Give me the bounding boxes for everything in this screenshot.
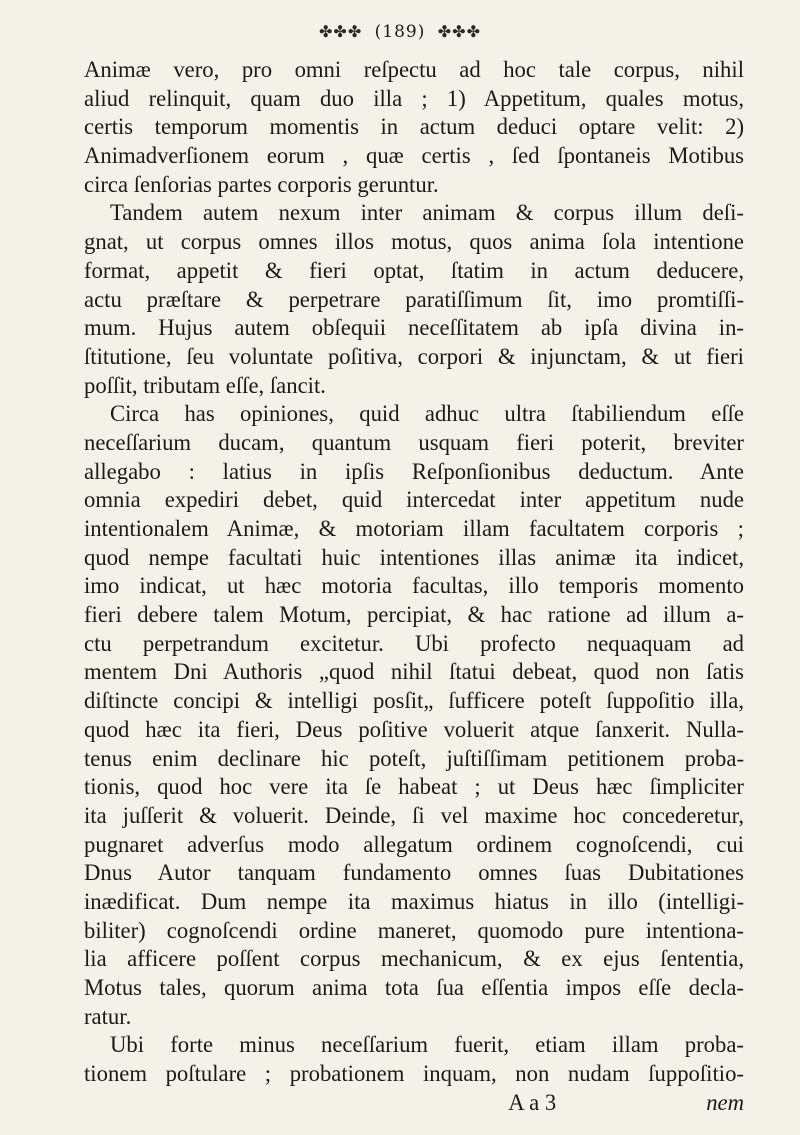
text-line: circa ſenſorias partes corporis geruntur.	[84, 171, 439, 197]
text-line: omnia expediri debet, quid intercedat inter appetitum nude	[84, 487, 744, 513]
text-line: format, appetit & fieri optat, ſtatim in actum deducere,	[84, 257, 744, 283]
text-line: Dnus Autor tanquam fundamento omnes ſuas Dubitationes	[84, 860, 744, 886]
text-line: Circa has opiniones, quid adhuc ultra ſtabiliendum eſſe	[110, 401, 744, 427]
text-line: Animadverſionem eorum , quæ certis , ſed ſpontaneis Motibus	[84, 143, 744, 169]
text-line: lia afficere poſſent corpus mechanicum, & ex ejus ſententia,	[84, 946, 744, 972]
text-line: neceſſarium ducam, quantum usquam fieri poterit, breviter	[84, 429, 744, 455]
text-line: ctu perpetrandum excitetur. Ubi profecto nequaquam ad	[84, 630, 744, 656]
ornament-left-icon: ✤✤✤	[319, 22, 363, 41]
signature-mark: A a 3	[508, 1089, 557, 1115]
page-header	[0, 22, 800, 42]
body-text	[84, 56, 744, 1117]
text-line: tionem poſtulare ; probationem inquam, non nudam ſuppoſitio-	[84, 1061, 744, 1087]
text-line: mentem Dni Authoris „quod nihil ſtatui debeat, quod non ſatis	[84, 659, 744, 685]
text-line: Tandem autem nexum inter animam & corpus illum deſi-	[110, 200, 744, 226]
text-line: diſtincte concipi & intelligi posſit„ ſufficere poteſt ſuppoſitio illa,	[84, 688, 744, 714]
text-line: imo indicat, ut hæc motoria facultas, illo temporis momento	[84, 573, 744, 599]
text-line: mum. Hujus autem obſequii neceſſitatem ab ipſa divina in-	[84, 315, 744, 341]
text-line: pugnaret adverſus modo allegatum ordinem cognoſcendi, cui	[84, 831, 744, 857]
text-line: allegabo : latius in ipſis Reſponſionibus deductum. Ante	[84, 458, 744, 484]
text-line: actu præſtare & perpetrare paratiſſimum ſit, imo promtiſſi-	[84, 286, 744, 312]
text-line: intentionalem Animæ, & motoriam illam facultatem corporis ;	[84, 516, 744, 541]
text-line: poſſit, tributam eſſe, ſancit.	[84, 372, 326, 398]
text-line: fieri debere talem Motum, percipiat, & hac ratione ad illum a-	[84, 602, 744, 628]
text-line: certis temporum momentis in actum deduci optare velit: 2)	[84, 114, 744, 140]
text-line: Motus tales, quorum anima tota ſua eſſentia impos eſſe decla-	[84, 975, 744, 1000]
text-line: ratur.	[84, 1003, 132, 1029]
text-line: tionis, quod hoc vere ita ſe habeat ; ut Deus hæc ſimpliciter	[84, 774, 744, 800]
text-line: biliter) cognoſcendi ordine maneret, quomodo pure intentiona-	[84, 917, 744, 943]
text-line: ſtitutione, ſeu voluntate poſitiva, corpori & injunctam, & ut fieri	[84, 343, 744, 369]
text-line: Animæ vero, pro omni reſpectu ad hoc tale corpus, nihil	[84, 57, 744, 82]
ornament-right-icon: ✤✤✤	[437, 22, 481, 41]
page-number: (189)	[374, 22, 426, 42]
text-line: quod nempe facultati huic intentiones illas animæ ita indicet,	[84, 544, 744, 570]
footer-line	[84, 1089, 744, 1118]
text-line: tenus enim declinare hic poteſt, juſtiſſimam petitionem proba-	[84, 745, 744, 771]
text-line: gnat, ut corpus omnes illos motus, quos anima ſola intentione	[84, 229, 744, 255]
text-line: ita juſſerit & voluerit. Deinde, ſi vel maxime hoc concederetur,	[84, 802, 744, 828]
text-line: Ubi forte minus neceſſarium fuerit, etiam illam proba-	[110, 1032, 744, 1058]
text-line: inædificat. Dum nempe ita maximus hiatus in illo (intelligi-	[84, 888, 744, 914]
catchword: nem	[706, 1089, 744, 1115]
text-line: quod hæc ita fieri, Deus poſitive voluerit atque ſanxerit. Nulla-	[84, 716, 744, 742]
text-line: aliud relinquit, quam duo illa ; 1) Appetitum, quales motus,	[84, 85, 744, 111]
